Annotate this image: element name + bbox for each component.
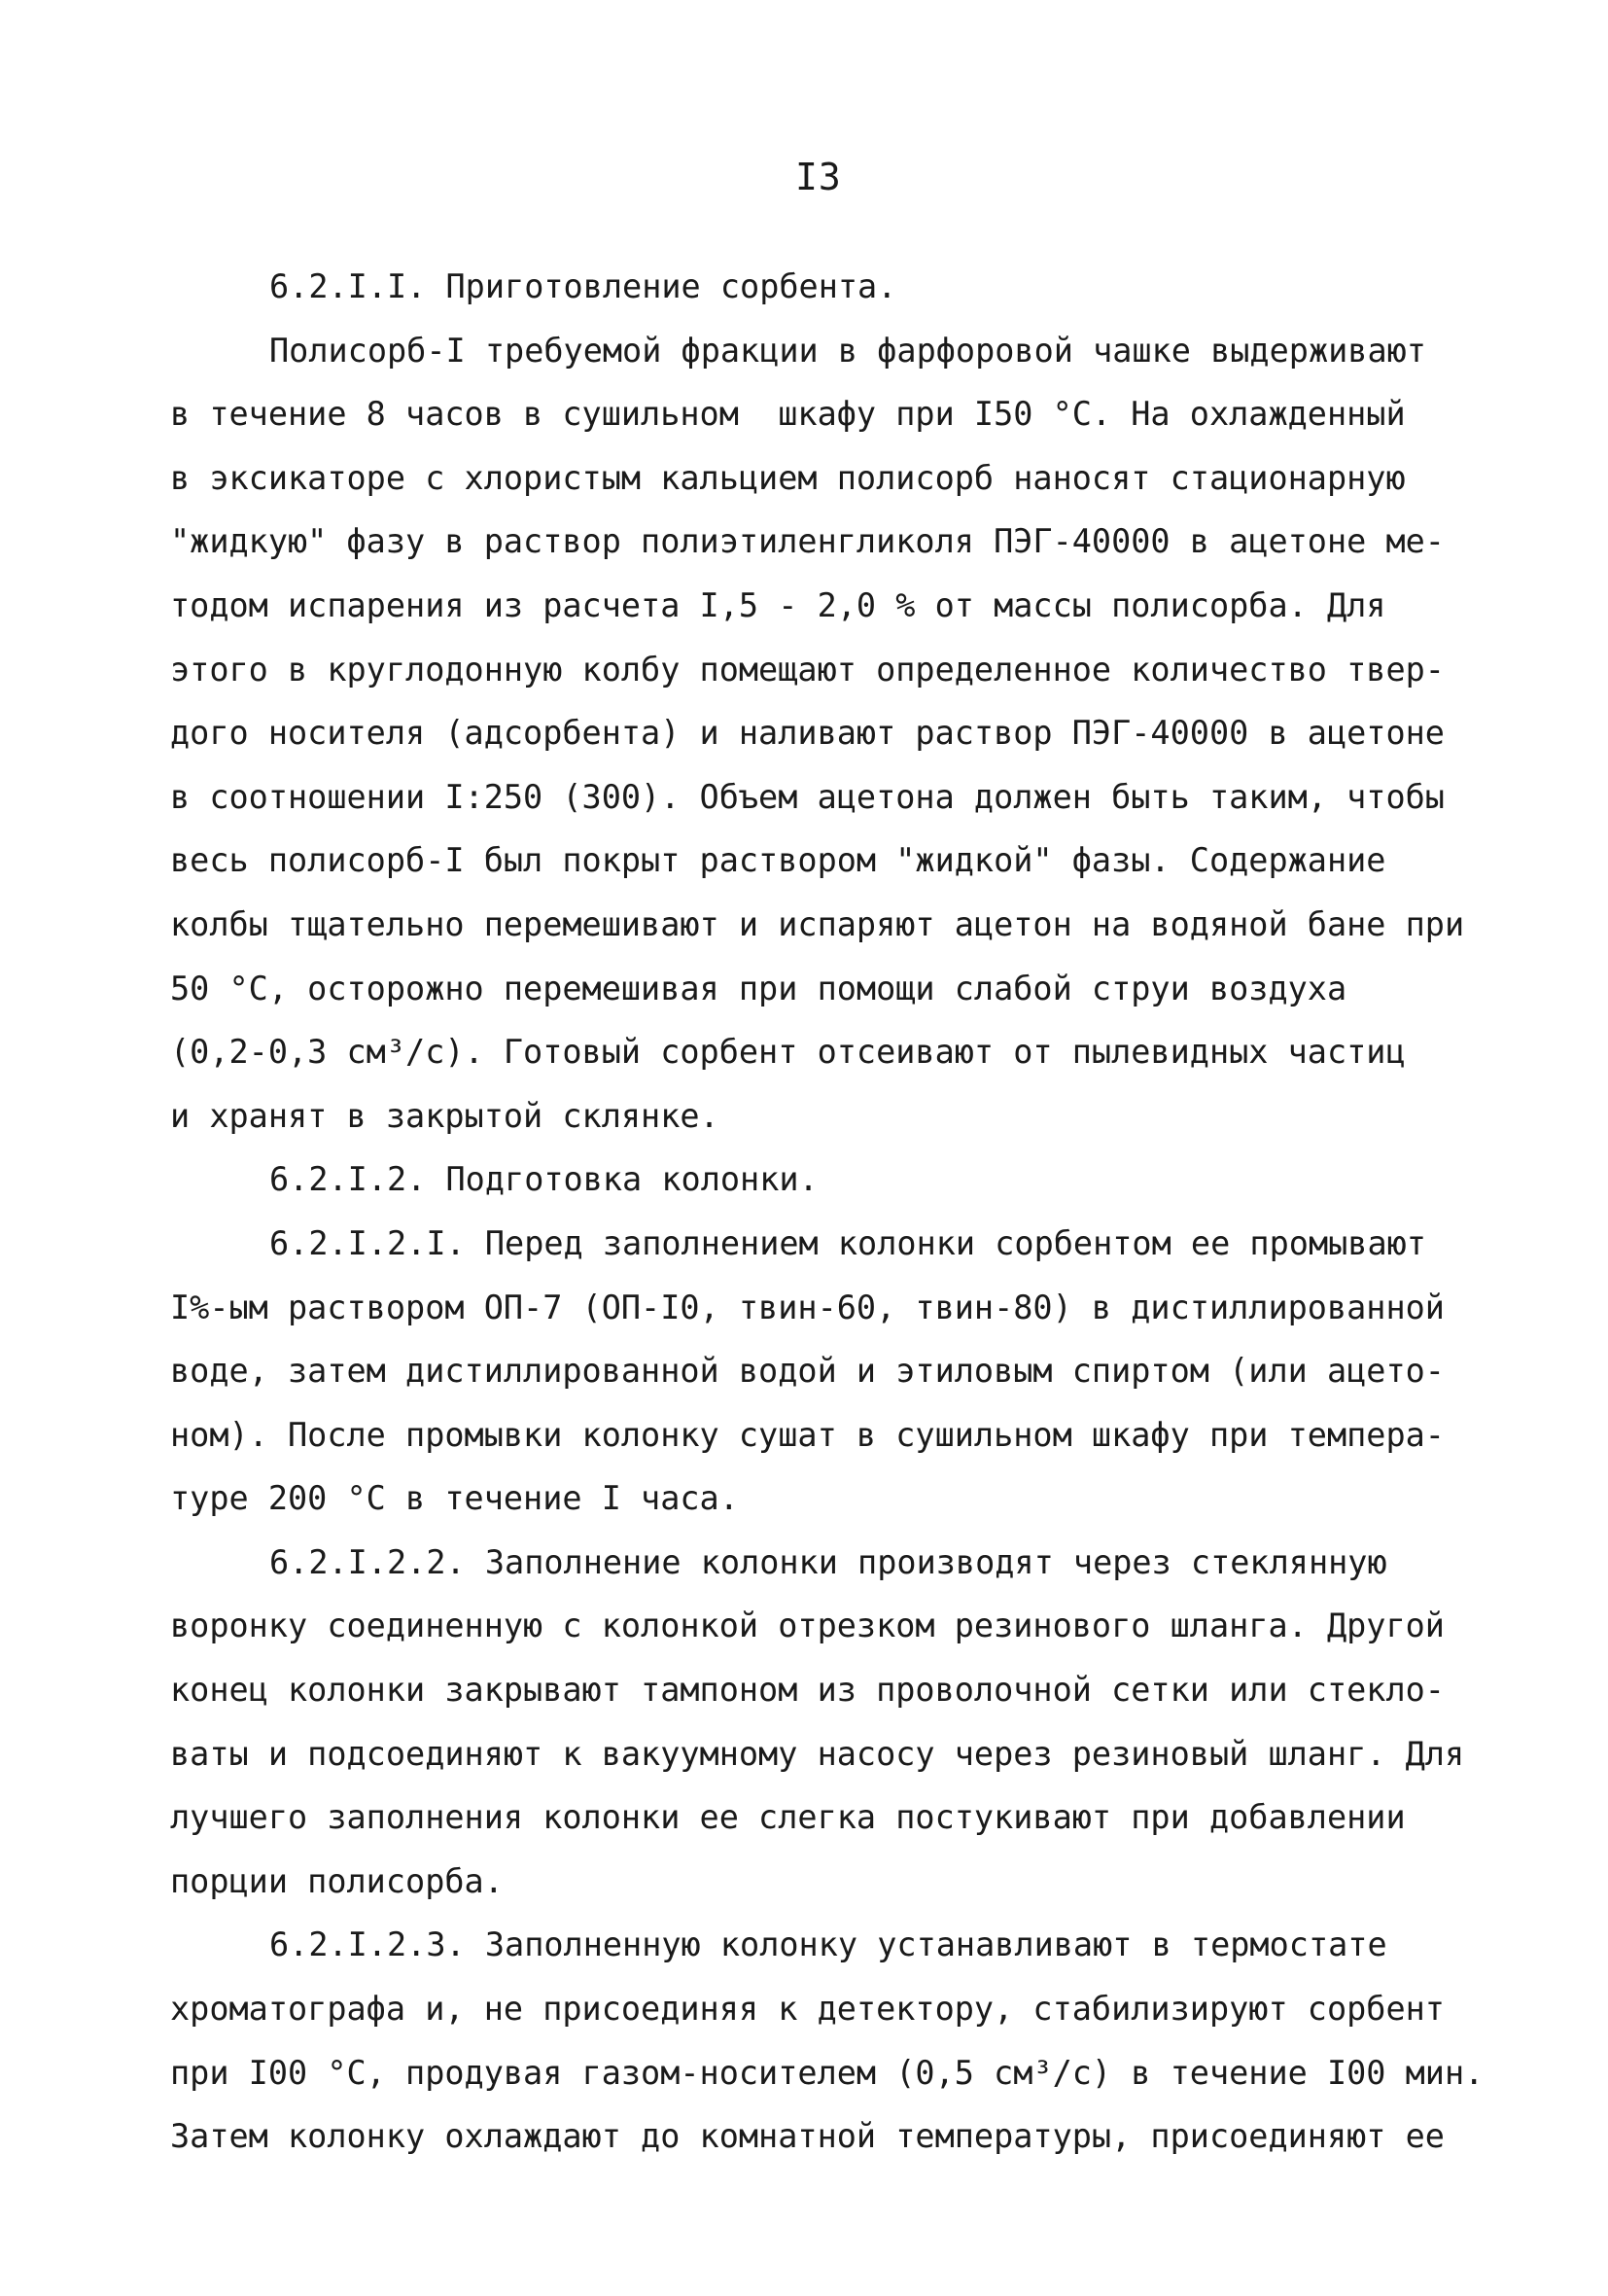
section-heading-column-preparation: 6.2.I.2. Подготовка колонки.	[269, 1160, 819, 1199]
paragraph-line: в течение 8 часов в сушильном шкафу при I50 °С. На охлажденный	[170, 395, 1406, 434]
paragraph-line: в соотношении I:250 (300). Объем ацетона должен быть таким, чтобы	[170, 777, 1445, 816]
paragraph-line: I%-ым раствором ОП-7 (ОП-I0, твин-60, твин-80) в дистиллированной	[170, 1288, 1445, 1326]
paragraph-line: этого в круглодонную колбу помещают определенное количество твер-	[170, 650, 1445, 689]
paragraph-line: и хранят в закрытой склянке.	[170, 1096, 719, 1135]
paragraph-line: в эксикаторе с хлористым кальцием полисорб наносят стационарную	[170, 458, 1406, 497]
paragraph-line: "жидкую" фазу в раствор полиэтиленгликоля ПЭГ-40000 в ацетоне ме-	[170, 522, 1445, 561]
paragraph-line: воде, затем дистиллированной водой и этиловым спиртом (или ацето-	[170, 1352, 1445, 1391]
paragraph-line: при I00 °С, продувая газом-носителем (0,5 см³/с) в течение I00 мин.	[170, 2053, 1485, 2092]
paragraph-line: Полисорб-I требуемой фракции в фарфоровой чашке выдерживают	[269, 331, 1426, 370]
paragraph-line: Затем колонку охлаждают до комнатной температуры, присоединяют ее	[170, 2117, 1445, 2156]
paragraph-line: воронку соединенную с колонкой отрезком резинового шланга. Другой	[170, 1607, 1445, 1645]
page-number: I3	[795, 156, 842, 198]
body-text	[170, 255, 1485, 2169]
paragraph-line: туре 200 °С в течение I часа.	[170, 1479, 739, 1518]
paragraph-line: 6.2.I.2.I. Перед заполнением колонки сорбентом ее промывают	[269, 1223, 1426, 1262]
paragraph-line: 6.2.I.2.2. Заполнение колонки производят через стеклянную	[269, 1542, 1387, 1581]
paragraph-line: весь полисорб-I был покрыт раствором "жидкой" фазы. Содержание	[170, 841, 1386, 880]
paragraph-line: конец колонки закрывают тампоном из проволочной сетки или стекло-	[170, 1671, 1445, 1710]
paragraph-line: лучшего заполнения колонки ее слегка постукивают при добавлении	[170, 1798, 1406, 1837]
paragraph-line: ваты и подсоединяют к вакуумному насосу через резиновый шланг. Для	[170, 1734, 1465, 1773]
paragraph-line: (0,2-0,3 см³/с). Готовый сорбент отсеивают от пылевидных частиц	[170, 1033, 1406, 1072]
paragraph-line: ном). После промывки колонку сушат в сушильном шкафу при темпера-	[170, 1415, 1445, 1454]
paragraph-line: 50 °С, осторожно перемешивая при помощи слабой струи воздуха	[170, 969, 1347, 1007]
paragraph-line: порции полисорба.	[170, 1861, 504, 1900]
section-heading-sorbent-preparation: 6.2.I.I. Приготовление сорбента.	[269, 267, 897, 305]
paragraph-line: хроматографа и, не присоединяя к детектору, стабилизируют сорбент	[170, 1990, 1445, 2029]
paragraph-line: дого носителя (адсорбента) и наливают раствор ПЭГ-40000 в ацетоне	[170, 714, 1445, 753]
paragraph-line: тодом испарения из расчета I,5 - 2,0 % от массы полисорба. Для	[170, 585, 1386, 624]
paragraph-line: колбы тщательно перемешивают и испаряют ацетон на водяной бане при	[170, 904, 1465, 943]
paragraph-line: 6.2.I.2.3. Заполненную колонку устанавливают в термостате	[269, 1925, 1387, 1964]
